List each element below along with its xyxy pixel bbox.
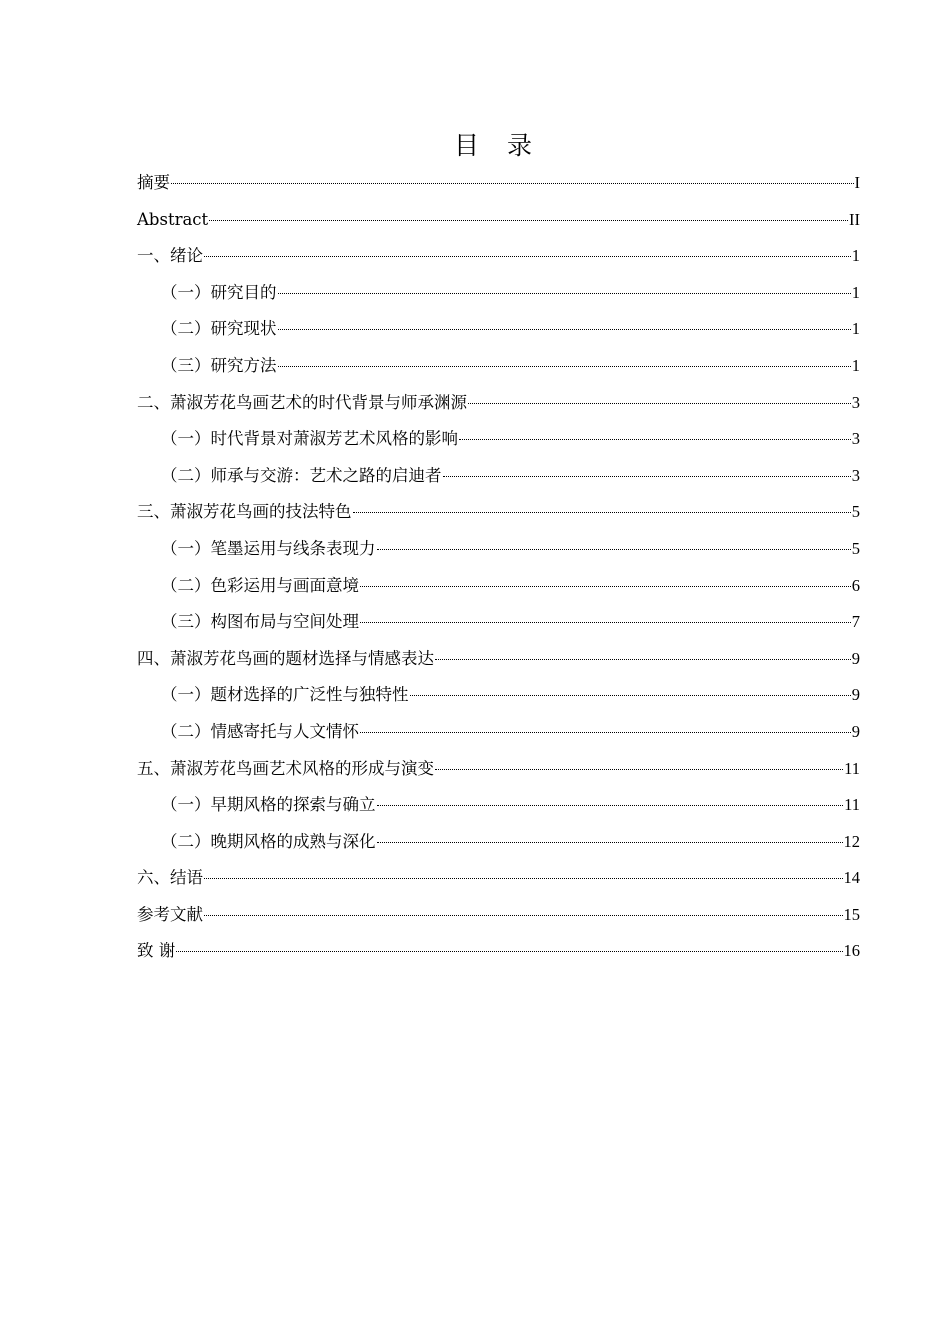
toc-entry[interactable] [137,421,860,458]
toc-entry[interactable] [137,458,860,495]
toc-entry-page-number: 3 [851,392,860,412]
toc-entry-page-number: I [854,173,860,192]
toc-entry[interactable] [137,641,860,678]
toc-entry-label: 致 谢 [137,941,176,961]
toc-entry[interactable] [137,165,860,202]
toc-entry-label: 三、萧淑芳花鸟画的技法特色 [137,502,352,522]
toc-dot-leader [353,512,851,513]
toc-entry[interactable] [137,202,860,239]
toc-entry[interactable] [137,531,860,568]
toc-entry-label: （一）笔墨运用与线条表现力 [161,538,376,558]
toc-entry-label: （一）时代背景对萧淑芳艺术风格的影响 [161,429,458,449]
toc-entry-page-number: 1 [851,355,860,375]
toc-entry-page-number: 7 [851,612,860,632]
toc-entry-label: 参考文献 [137,904,203,924]
toc-entry[interactable] [137,751,860,788]
toc-entry-page-number: 6 [851,575,860,595]
toc-entry-label: （三）研究方法 [161,355,277,375]
toc-title: 目 录 [454,131,542,160]
toc-entry[interactable] [137,568,860,605]
toc-entry-page-number: 16 [843,941,860,961]
toc-dot-leader [176,951,842,952]
toc-entry[interactable] [137,604,860,641]
toc-entry[interactable] [137,348,860,385]
toc-entry[interactable] [137,385,860,422]
toc-entry[interactable] [137,677,860,714]
toc-entry-page-number: 5 [851,502,860,522]
toc-dot-leader [377,805,844,806]
toc-dot-leader [435,659,851,660]
toc-entry-page-number: 9 [851,685,860,705]
toc-dot-leader [204,256,851,257]
toc-entry-page-number: II [849,209,860,229]
toc-dot-leader [204,878,843,879]
toc-entry-label: （二）研究现状 [161,319,277,339]
toc-dot-leader [435,769,843,770]
toc-entry-page-number: 1 [851,246,860,266]
toc-entry-page-number: 11 [844,795,860,815]
toc-entry-label: 四、萧淑芳花鸟画的题材选择与情感表达 [137,648,434,668]
toc-entry[interactable] [137,787,860,824]
toc-dot-leader [468,403,851,404]
toc-dot-leader [278,366,851,367]
toc-entry[interactable] [137,860,860,897]
toc-entry-page-number: 5 [851,538,860,558]
toc-entry-page-number: 3 [851,465,860,485]
toc-entry-label: 摘要 [137,173,170,192]
toc-entry-label: （二）情感寄托与人文情怀 [161,721,359,741]
toc-entry-page-number: 9 [851,648,860,668]
toc-entry[interactable] [137,494,860,531]
toc-entry[interactable] [137,824,860,861]
toc-dot-leader [278,329,851,330]
toc-entry-label: 一、绪论 [137,246,203,266]
toc-entry-page-number: 14 [843,868,860,888]
toc-dot-leader [377,842,843,843]
toc-entry[interactable] [137,311,860,348]
toc-entry[interactable] [137,933,860,970]
toc-entry-label: （一）早期风格的探索与确立 [161,795,376,815]
toc-dot-leader [171,183,854,184]
toc-entry-label: 五、萧淑芳花鸟画艺术风格的形成与演变 [137,758,434,778]
toc-entry[interactable] [137,897,860,934]
toc-dot-leader [278,293,851,294]
toc-dot-leader [360,622,851,623]
toc-entry-page-number: 12 [843,831,860,851]
toc-entry-page-number: 1 [851,282,860,302]
toc-dot-leader [377,549,851,550]
toc-dot-leader [360,732,851,733]
toc-entry-label: （一）题材选择的广泛性与独特性 [161,685,409,705]
toc-entry-label: （二）晚期风格的成熟与深化 [161,831,376,851]
toc-dot-leader [204,915,843,916]
toc-entry-page-number: 1 [851,319,860,339]
toc-dot-leader [360,586,851,587]
toc-entry-page-number: 9 [851,721,860,741]
toc-entry[interactable] [137,714,860,751]
toc-entry-label: （二）师承与交游：艺术之路的启迪者 [161,465,442,485]
toc-entry-label: 二、萧淑芳花鸟画艺术的时代背景与师承渊源 [137,392,467,412]
toc-entry-page-number: 15 [843,904,860,924]
toc-dot-leader [209,220,848,221]
toc-entry-page-number: 3 [851,429,860,449]
toc-list [137,165,860,970]
toc-entry[interactable] [137,275,860,312]
toc-entry-label: （三）构图布局与空间处理 [161,612,359,632]
toc-entry-page-number: 11 [844,758,860,778]
toc-entry-label: （二）色彩运用与画面意境 [161,575,359,595]
toc-entry-label: （一）研究目的 [161,282,277,302]
toc-entry-label: 六、结语 [137,868,203,888]
toc-dot-leader [410,695,851,696]
toc-dot-leader [459,439,851,440]
toc-dot-leader [443,476,851,477]
toc-entry-label: Abstract [137,209,209,229]
toc-entry[interactable] [137,238,860,275]
